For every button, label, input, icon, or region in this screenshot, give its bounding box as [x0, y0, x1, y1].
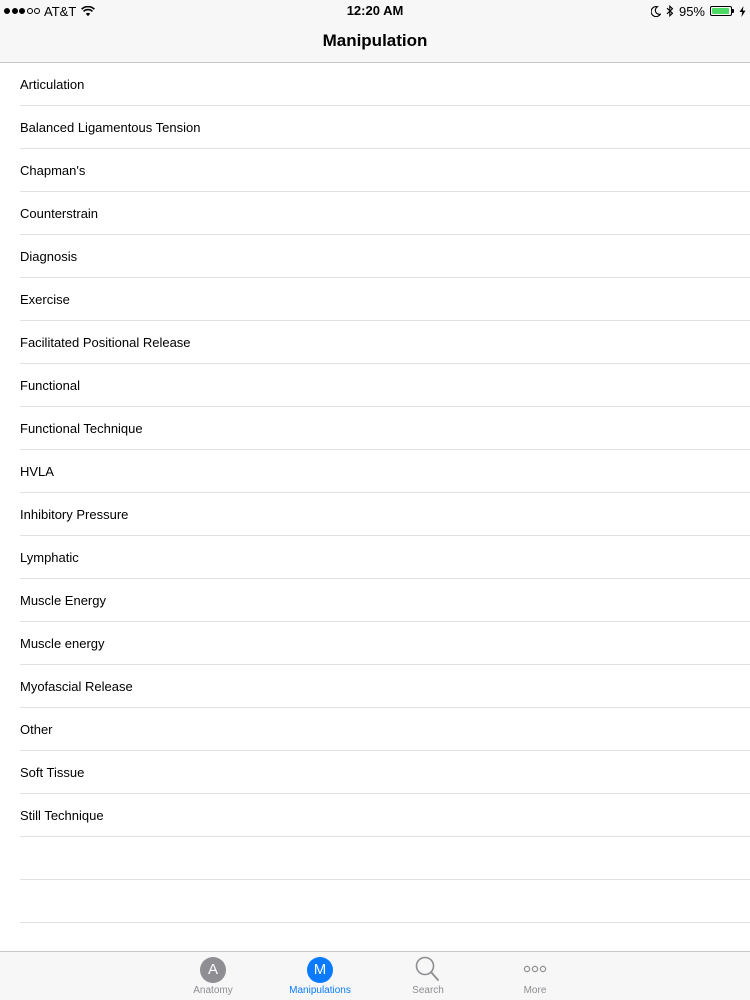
list-item-label: Functional Technique [20, 420, 143, 436]
list-item-label: Inhibitory Pressure [20, 506, 129, 522]
list-item-label: Other [20, 721, 53, 737]
status-time: 12:20 AM [346, 3, 404, 18]
list-item[interactable] [20, 321, 750, 364]
list-item[interactable] [20, 450, 750, 493]
list-item[interactable] [20, 579, 750, 622]
empty-row [20, 837, 750, 880]
manipulation-list [0, 63, 750, 923]
list-item-label: Counterstrain [20, 205, 99, 221]
tab-label: Manipulations [289, 985, 351, 996]
list-item-label: Chapman's [20, 162, 86, 178]
list-item[interactable] [20, 106, 750, 149]
list-item[interactable] [20, 235, 750, 278]
tab-label: Search [412, 985, 444, 996]
manipulations-letter-icon: M [307, 957, 333, 983]
battery-fill [712, 8, 729, 14]
tab-manipulations[interactable] [270, 955, 370, 999]
list-item-label: Still Technique [20, 807, 104, 823]
list-item[interactable] [20, 364, 750, 407]
list-item-label: Articulation [20, 76, 85, 92]
list-item-label: HVLA [20, 463, 54, 479]
list-item[interactable] [20, 192, 750, 235]
battery-percent: 95% [678, 3, 705, 19]
list-item-label: Muscle energy [20, 635, 105, 651]
list-item[interactable] [20, 794, 750, 837]
status-right [651, 2, 746, 20]
list-item[interactable] [20, 407, 750, 450]
anatomy-letter-icon: A [200, 957, 226, 983]
list-item-label: Exercise [20, 291, 70, 307]
tab-anatomy[interactable] [163, 955, 263, 999]
list-item[interactable] [20, 493, 750, 536]
list-item-label: Facilitated Positional Release [20, 334, 191, 350]
search-icon [413, 955, 443, 983]
tab-bar [0, 951, 750, 1000]
tab-more[interactable] [485, 955, 585, 999]
empty-row [20, 880, 750, 923]
list-item[interactable] [20, 751, 750, 794]
list-item-label: Lymphatic [20, 549, 79, 565]
more-icon [520, 955, 550, 983]
list-item[interactable] [20, 665, 750, 708]
list-item[interactable] [20, 622, 750, 665]
battery-cap [732, 9, 734, 13]
battery-icon [710, 6, 734, 16]
list-item-label: Muscle Energy [20, 592, 106, 608]
moon-icon [651, 6, 661, 17]
list-item-label: Functional [20, 377, 80, 393]
charging-bolt-icon [739, 6, 746, 17]
list-item[interactable] [20, 536, 750, 579]
list-item-label: Diagnosis [20, 248, 78, 264]
bluetooth-icon [666, 5, 674, 17]
list-item[interactable] [20, 63, 750, 106]
page-title: Manipulation [322, 31, 428, 50]
list-item[interactable] [20, 708, 750, 751]
carrier-label: AT&T [44, 3, 77, 19]
tab-search[interactable] [378, 955, 478, 999]
list-item[interactable] [20, 278, 750, 321]
tab-label: More [523, 985, 547, 996]
list-item-label: Balanced Ligamentous Tension [20, 119, 201, 135]
tab-label: Anatomy [193, 985, 233, 996]
list-item[interactable] [20, 149, 750, 192]
list-item-label: Myofascial Release [20, 678, 133, 694]
top-bar [0, 0, 750, 63]
battery-body [710, 6, 732, 16]
list-item-label: Soft Tissue [20, 764, 85, 780]
